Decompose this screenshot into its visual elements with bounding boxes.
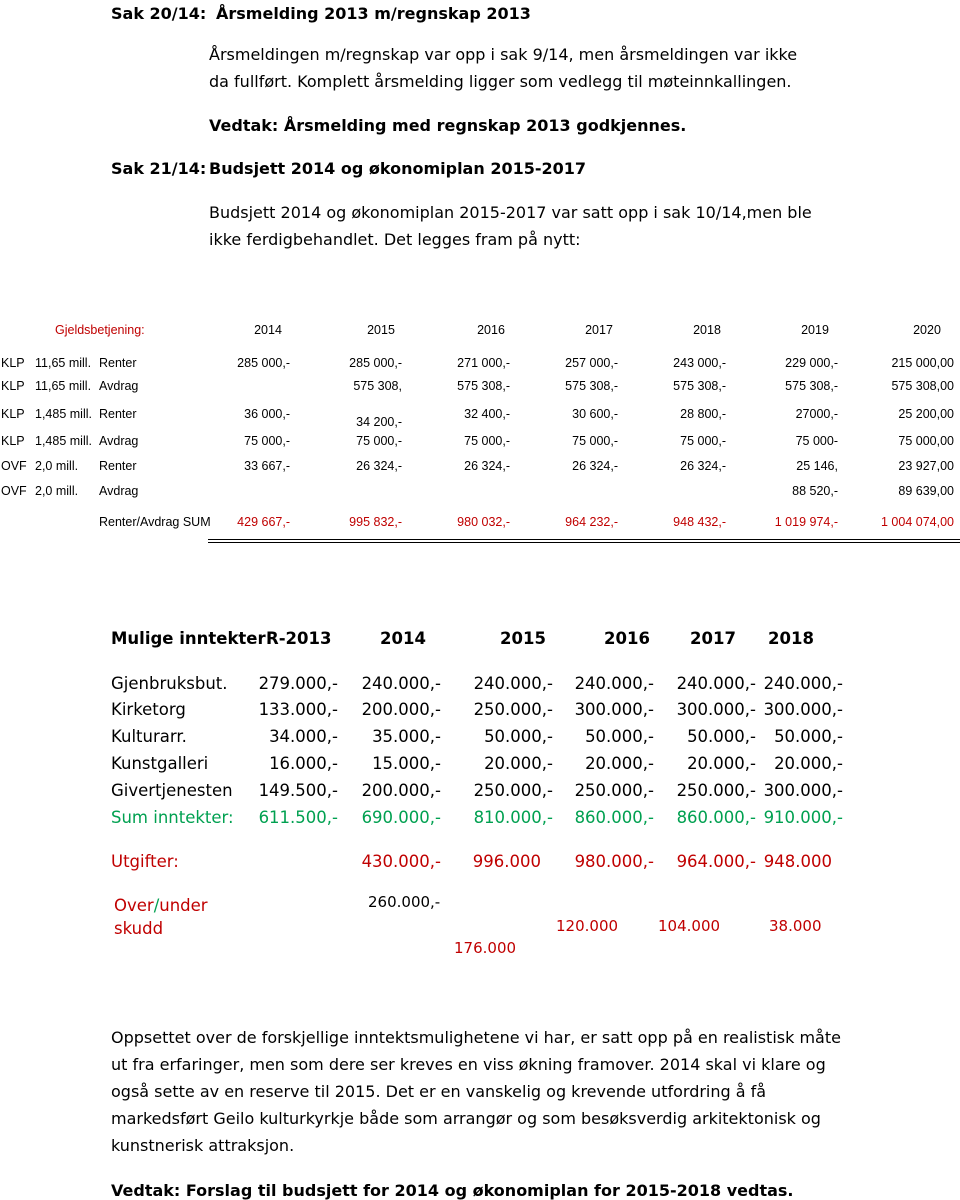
gjeld-year-header: 2018 (693, 323, 721, 337)
gjeld-sum-cell: 429 667,- (237, 515, 290, 529)
gjeld-row-type: Renter (99, 407, 137, 421)
inntekter-row-cell: 50.000,- (484, 727, 553, 746)
inntekter-row-cell: 34.000,- (269, 727, 338, 746)
gjeld-row-cell: 88 520,- (792, 484, 838, 498)
inntekter-row-cell: 50.000,- (774, 727, 843, 746)
inntekter-title: Mulige inntekter: (111, 629, 273, 648)
gjeld-row-lender: KLP (1, 356, 25, 370)
inntekter-row-cell: 240.000,- (361, 674, 441, 693)
inntekter-row-cell: 20.000,- (585, 754, 654, 773)
slash-label: / (153, 896, 160, 915)
sak20-vedtak: Vedtak: Årsmelding med regnskap 2013 godkjennes. (209, 116, 687, 135)
inntekter-row-label: Kunstgalleri (111, 754, 209, 773)
gjeld-row-amount: 11,65 mill. (35, 356, 92, 370)
sum-inntekter-cell: 860.000,- (676, 808, 756, 827)
gjeld-row-cell: 575 308,00 (891, 379, 954, 393)
under-2015: 176.000 (454, 939, 517, 957)
gjeld-row-cell: 75 000,- (680, 434, 726, 448)
sak20-heading-title: Årsmelding 2013 m/regnskap 2013 (216, 4, 531, 23)
gjeld-row-cell: 25 200,00 (898, 407, 954, 421)
gjeld-sum-cell: 948 432,- (673, 515, 726, 529)
inntekter-row-cell: 240.000,- (574, 674, 654, 693)
gjeld-row-cell: 285 000,- (237, 356, 290, 370)
sum-inntekter-cell: 690.000,- (361, 808, 441, 827)
gjeld-title: Gjeldsbetjening: (55, 323, 145, 337)
gjeld-row-cell: 26 324,- (680, 459, 726, 473)
gjeld-row-cell: 26 324,- (356, 459, 402, 473)
inntekter-row-cell: 240.000,- (763, 674, 843, 693)
gjeld-year-header: 2020 (913, 323, 941, 337)
inntekter-year-header: R-2013 (266, 629, 332, 648)
gjeld-row-cell: 215 000,00 (891, 356, 954, 370)
inntekter-row-cell: 300.000,- (763, 781, 843, 800)
gjeld-year-header: 2016 (477, 323, 505, 337)
gjeld-row-amount: 1,485 mill. (35, 407, 92, 421)
gjeld-row-cell: 229 000,- (785, 356, 838, 370)
gjeld-row-cell: 36 000,- (244, 407, 290, 421)
gjeld-year-header: 2019 (801, 323, 829, 337)
inntekter-year-header: 2015 (500, 629, 546, 648)
sum-inntekter-cell: 611.500,- (258, 808, 338, 827)
closing-paragraph: Oppsettet over de forskjellige inntektsmulighetene vi har, er satt opp på en realistisk måte ut fra erfaringer, men som dere ser kreves en viss økning framover. 2014 skal vi klare og også sette av en reserve til 2015. Det er en vanskelig og krevende utfordring å få markedsført Geilo kulturkyrkje både som arrangør og som besøksverdig arkitektonisk og kunstnerisk attraksjon. (111, 1028, 841, 1155)
gjeld-row-amount: 2,0 mill. (35, 484, 79, 498)
gjeld-year-header: 2015 (367, 323, 395, 337)
under-2018: 38.000 (769, 917, 822, 935)
inntekter-row-cell: 35.000,- (372, 727, 441, 746)
gjeld-row-cell: 575 308,- (565, 379, 618, 393)
inntekter-row-cell: 149.500,- (258, 781, 338, 800)
inntekter-row-cell: 200.000,- (361, 700, 441, 719)
gjeld-row-cell: 285 000,- (349, 356, 402, 370)
under-2017: 104.000 (658, 917, 721, 935)
inntekter-row-cell: 300.000,- (763, 700, 843, 719)
gjeld-row-cell: 32 400,- (464, 407, 510, 421)
inntekter-row-label: Gjenbruksbut. (111, 674, 228, 693)
gjeld-row-cell: 33 667,- (244, 459, 290, 473)
gjeld-sum-cell: 1 019 974,- (774, 515, 838, 529)
gjeld-row-cell: 23 927,00 (898, 459, 954, 473)
inntekter-year-header: 2017 (690, 629, 736, 648)
utgifter-cell: 430.000,- (361, 852, 441, 871)
gjeld-row-cell: 26 324,- (572, 459, 618, 473)
gjeld-row-type: Avdrag (99, 434, 139, 448)
gjeld-sum-label: Renter/Avdrag SUM (99, 515, 211, 529)
gjeld-sum-cell: 980 032,- (457, 515, 510, 529)
gjeld-row-cell: 75 000,- (356, 434, 402, 448)
gjeld-row-cell: 75 000,- (572, 434, 618, 448)
inntekter-row-cell: 15.000,- (372, 754, 441, 773)
gjeld-row-cell: 28 800,- (680, 407, 726, 421)
gjeld-row-lender: KLP (1, 379, 25, 393)
inntekter-row-cell: 250.000,- (574, 781, 654, 800)
sum-inntekter-label: Sum inntekter: (111, 808, 234, 827)
sak20-text-line2: da fullført. Komplett årsmelding ligger som vedlegg til møteinnkallingen. (209, 72, 792, 91)
gjeld-row-cell: 257 000,- (565, 356, 618, 370)
inntekter-row-cell: 16.000,- (269, 754, 338, 773)
sum-inntekter-cell: 910.000,- (763, 808, 843, 827)
gjeld-row-lender: OVF (1, 459, 27, 473)
inntekter-row-cell: 200.000,- (361, 781, 441, 800)
utgifter-cell: 980.000,- (574, 852, 654, 871)
sum-inntekter-cell: 860.000,- (574, 808, 654, 827)
inntekter-row-cell: 240.000,- (473, 674, 553, 693)
sak21-heading-label: Sak 21/14: (111, 159, 207, 178)
gjeld-row-amount: 2,0 mill. (35, 459, 79, 473)
inntekter-row-cell: 300.000,- (676, 700, 756, 719)
utgifter-cell: 996.000 (472, 852, 541, 871)
sak21-text-line1: Budsjett 2014 og økonomiplan 2015-2017 var satt opp i sak 10/14,men ble (209, 203, 812, 222)
gjeld-sum-cell: 964 232,- (565, 515, 618, 529)
inntekter-row-cell: 50.000,- (687, 727, 756, 746)
gjeld-row-type: Renter (99, 459, 137, 473)
gjeld-row-cell: 75 000- (795, 434, 838, 448)
sum-inntekter-cell: 810.000,- (473, 808, 553, 827)
gjeld-row-lender: KLP (1, 434, 25, 448)
gjeld-row-cell: 243 000,- (673, 356, 726, 370)
gjeld-row-cell: 271 000,- (457, 356, 510, 370)
gjeld-sum-cell: 995 832,- (349, 515, 402, 529)
gjeld-row-cell: 89 639,00 (898, 484, 954, 498)
inntekter-row-cell: 279.000,- (258, 674, 338, 693)
inntekter-row-cell: 250.000,- (473, 781, 553, 800)
gjeld-year-header: 2017 (585, 323, 613, 337)
closing-vedtak: Vedtak: Forslag til budsjett for 2014 og økonomiplan for 2015-2018 vedtas. (111, 1181, 794, 1200)
utgifter-cell: 964.000,- (676, 852, 756, 871)
sum-rule-bottom (208, 542, 960, 543)
inntekter-row-cell: 20.000,- (687, 754, 756, 773)
under-2016: 120.000 (556, 917, 619, 935)
gjeld-row-cell: 34 200,- (356, 415, 402, 429)
gjeld-row-cell: 25 146, (796, 459, 838, 473)
sak20-text-line1: Årsmeldingen m/regnskap var opp i sak 9/14, men årsmeldingen var ikke (209, 45, 798, 64)
inntekter-year-header: 2016 (604, 629, 650, 648)
gjeld-row-amount: 1,485 mill. (35, 434, 92, 448)
utgifter-cell: 948.000 (763, 852, 832, 871)
skudd-label: skudd (114, 919, 164, 938)
gjeld-row-lender: KLP (1, 407, 25, 421)
inntekter-row-cell: 50.000,- (585, 727, 654, 746)
over-2014: 260.000,- (368, 893, 441, 911)
gjeld-row-cell: 27000,- (795, 407, 838, 421)
sak21-heading-title: Budsjett 2014 og økonomiplan 2015-2017 (209, 159, 587, 178)
utgifter-label: Utgifter: (111, 852, 179, 871)
inntekter-row-cell: 300.000,- (574, 700, 654, 719)
over-label: Over (114, 896, 154, 915)
inntekter-row-label: Kulturarr. (111, 727, 187, 746)
sak20-heading-label: Sak 20/14: (111, 4, 207, 23)
gjeld-row-type: Avdrag (99, 379, 139, 393)
sak21-text-line2: ikke ferdigbehandlet. Det legges fram på nytt: (209, 230, 581, 249)
gjeld-row-cell: 75 000,- (464, 434, 510, 448)
gjeld-row-cell: 575 308,- (457, 379, 510, 393)
gjeld-row-lender: OVF (1, 484, 27, 498)
inntekter-row-label: Givertjenesten (111, 781, 233, 800)
gjeld-row-type: Renter (99, 356, 137, 370)
gjeld-row-cell: 75 000,00 (898, 434, 954, 448)
gjeld-sum-cell: 1 004 074,00 (881, 515, 954, 529)
gjeld-row-cell: 75 000,- (244, 434, 290, 448)
gjeld-row-cell: 26 324,- (464, 459, 510, 473)
gjeld-row-cell: 575 308,- (785, 379, 838, 393)
gjeld-row-cell: 30 600,- (572, 407, 618, 421)
over-under-label (114, 896, 208, 915)
inntekter-row-cell: 250.000,- (676, 781, 756, 800)
gjeld-row-type: Avdrag (99, 484, 139, 498)
inntekter-year-header: 2014 (380, 629, 426, 648)
inntekter-row-cell: 250.000,- (473, 700, 553, 719)
inntekter-row-label: Kirketorg (111, 700, 186, 719)
gjeld-year-header: 2014 (254, 323, 282, 337)
inntekter-row-cell: 133.000,- (258, 700, 338, 719)
inntekter-year-header: 2018 (768, 629, 814, 648)
gjeld-row-cell: 575 308, (353, 379, 402, 393)
sum-rule-top (208, 539, 960, 540)
under-label: under (159, 896, 208, 915)
gjeld-row-cell: 575 308,- (673, 379, 726, 393)
inntekter-row-cell: 20.000,- (484, 754, 553, 773)
gjeld-row-amount: 11,65 mill. (35, 379, 92, 393)
inntekter-row-cell: 20.000,- (774, 754, 843, 773)
inntekter-row-cell: 240.000,- (676, 674, 756, 693)
